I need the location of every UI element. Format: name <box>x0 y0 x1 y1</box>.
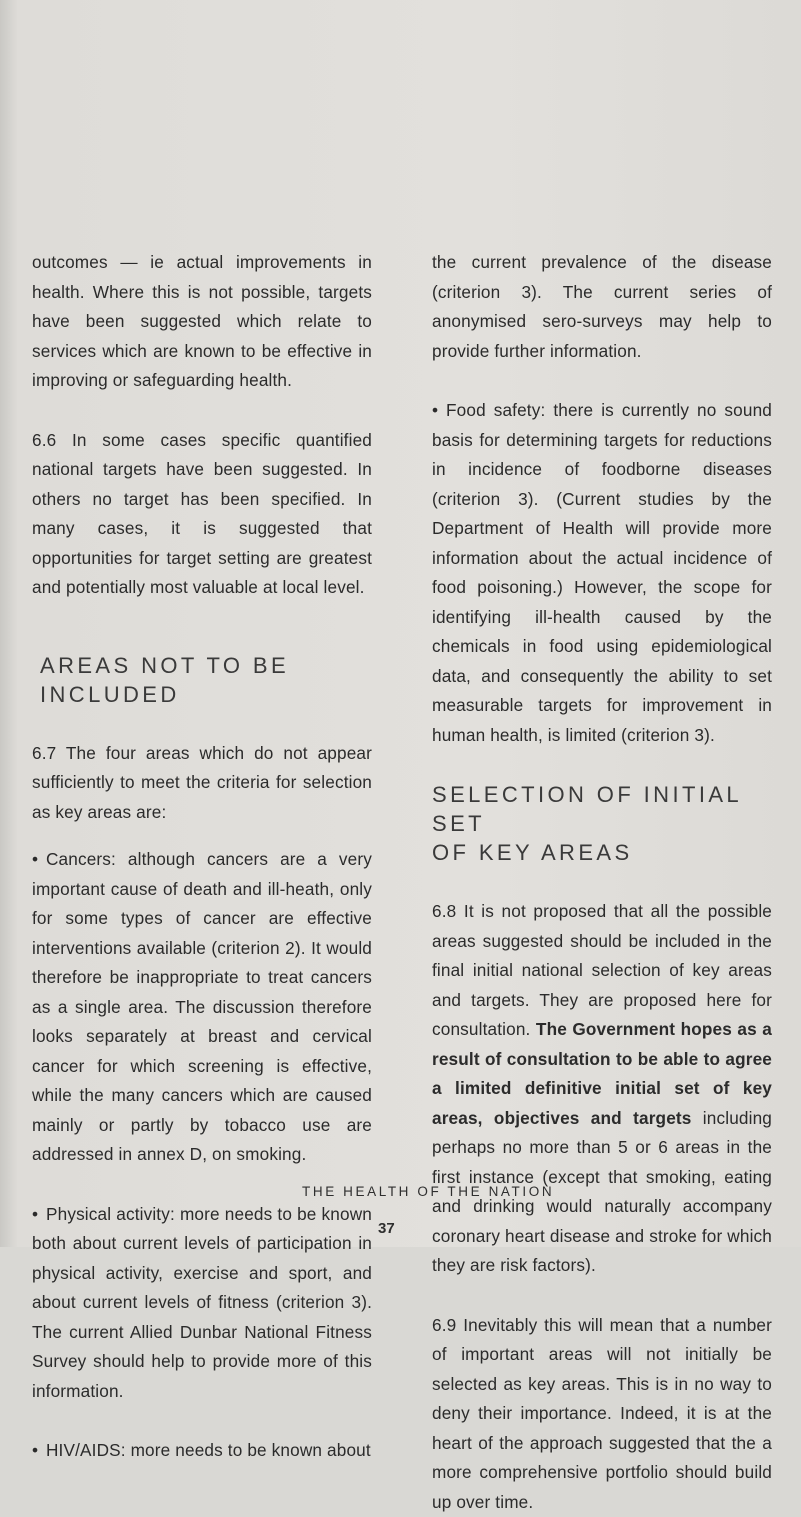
paragraph-6-8-part-b: including perhaps no more than 5 or 6 areas in the first instance (except that smoking, eating and drinking would naturally accompany coronary heart disease and stroke for which they are risk factors). <box>432 1108 772 1276</box>
heading-line-2: INCLUDED <box>40 680 372 709</box>
page-number: 37 <box>378 1220 395 1237</box>
bullet-icon: • <box>32 1436 46 1466</box>
paragraph-hiv-continued: the current prevalence of the disease (criterion 3). The current series of anonymised sero-surveys may help to provide further information. <box>432 248 772 366</box>
paragraph-6-9: 6.9 Inevitably this will mean that a number of important areas will not initially be selected as key areas. This is in no way to deny their importance. Indeed, it is at the heart of the approach suggested that the a more comprehensive portfolio should build up over time. <box>432 1311 772 1517</box>
running-footer: THE HEALTH OF THE NATION <box>302 1184 602 1199</box>
paragraph-6-7: 6.7 The four areas which do not appear sufficiently to meet the criteria for selection as key areas are: <box>32 739 372 828</box>
bullet-cancers-text: Cancers: although cancers are a very important cause of death and ill-heath, only for some types of cancer are effective interventions available (criterion 2). It would therefore be inappropriate to treat cancers as a single area. The discussion therefore looks separately at breast and cervical cancer for which screening is effective, while the many cancers which are caused mainly or partly by tobacco use are addressed in annex D, on smoking. <box>32 849 372 1164</box>
heading-line-1: AREAS NOT TO BE <box>40 651 372 680</box>
bullet-food-safety-text: Food safety: there is currently no sound basis for determining targets for reductions in incidence of foodborne diseases (criterion 3). (Current studies by the Department of Health will provide more information about the actual incidence of food poisoning.) However, the scope for identifying ill-health caused by the chemicals in food using epidemiological data, and consequently the ability to set measurable targets for improvement in human health, is limited (criterion 3). <box>432 400 772 745</box>
bullet-cancers <box>32 845 372 1170</box>
heading-line-1: SELECTION OF INITIAL SET <box>432 780 772 838</box>
heading-areas-not-included <box>32 651 372 709</box>
bullet-physical-activity-text: Physical activity: more needs to be known both about current levels of participation in physical activity, exercise and sport, and about current levels of fitness (criterion 3). The current Allied Dunbar National Fitness Survey should help to provide more of this information. <box>32 1204 372 1401</box>
bullet-hiv-aids-text: HIV/AIDS: more needs to be known about <box>46 1440 371 1460</box>
heading-selection-initial-set <box>432 780 772 867</box>
bullet-physical-activity <box>32 1200 372 1407</box>
paragraph-outcomes: outcomes — ie actual improvements in health. Where this is not possible, targets have been suggested which relate to services which are known to be effective in improving or safeguarding health. <box>32 248 372 396</box>
bullet-icon: • <box>432 396 446 426</box>
bullet-food-safety <box>432 396 772 750</box>
left-column <box>32 248 372 1466</box>
paragraph-6-6: 6.6 In some cases specific quantified national targets have been suggested. In others no target has been specified. In many cases, it is suggested that opportunities for target setting are greatest and potentially most valuable at local level. <box>32 426 372 603</box>
bullet-icon: • <box>32 1200 46 1230</box>
paragraph-6-8 <box>432 897 772 1281</box>
right-column <box>432 248 772 1517</box>
paragraph-6-8-bold: The Government hopes as a result of consultation to be able to agree a limited definitive initial set of key areas, objectives and targets <box>432 1019 772 1128</box>
paragraph-6-8-part-a: 6.8 It is not proposed that all the possible areas suggested should be included in the final initial national selection of key areas and targets. They are proposed here for consultation. <box>432 901 772 1039</box>
bullet-icon: • <box>32 845 46 875</box>
heading-line-2: OF KEY AREAS <box>432 838 772 867</box>
bullet-hiv-aids <box>32 1436 372 1466</box>
